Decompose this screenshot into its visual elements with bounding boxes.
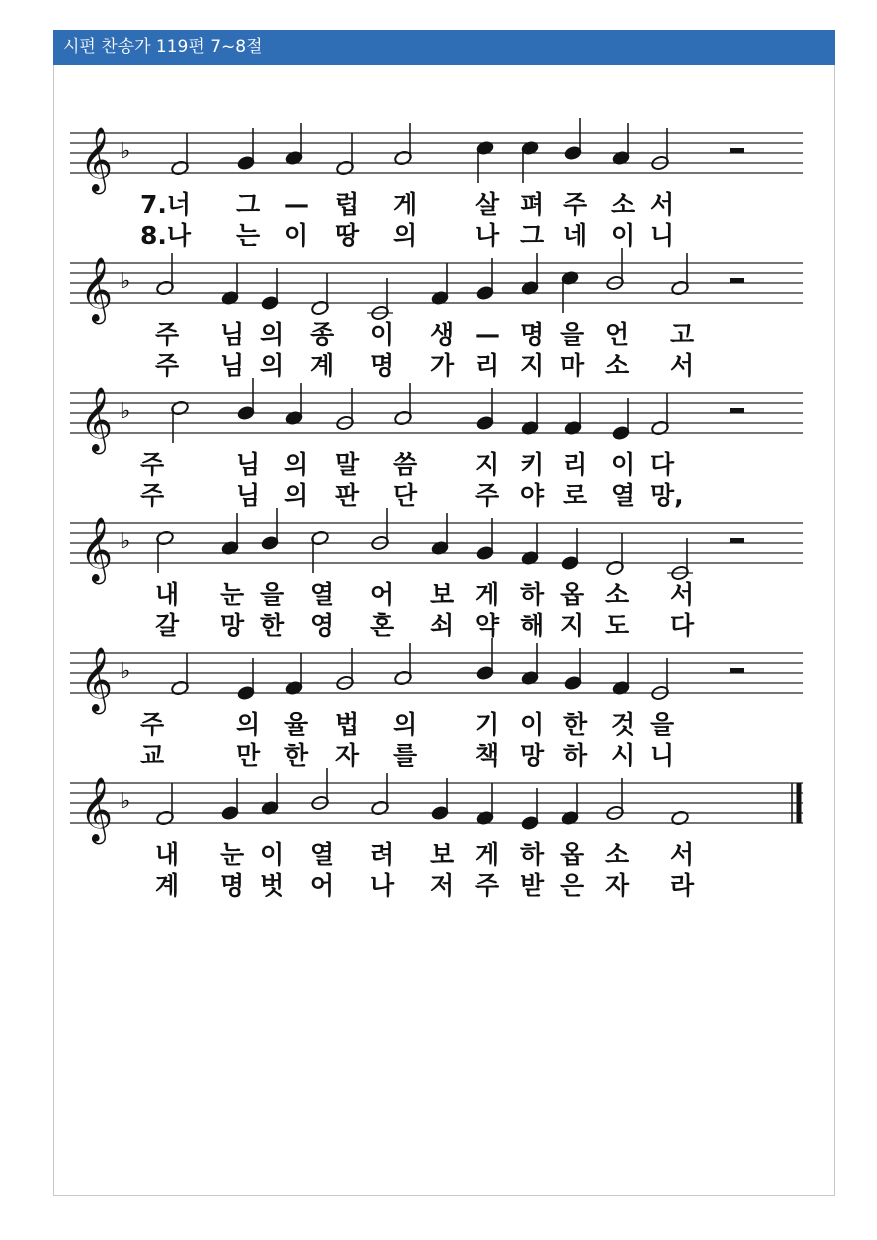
lyric-syllable: 생: [430, 320, 455, 349]
lyric-syllable: 을: [650, 710, 675, 739]
lyric-syllable: 을: [260, 580, 285, 609]
lyric-syllable: 한: [260, 611, 285, 640]
flat-icon: ♭: [120, 139, 131, 164]
lyric-syllable: 님: [220, 320, 245, 349]
lyric-syllable: 혼: [370, 611, 395, 640]
lyric-syllable: 말: [335, 450, 360, 479]
lyric-syllable: 망,: [650, 481, 684, 510]
half-rest-icon: [730, 668, 744, 673]
lyric-syllable: 소: [605, 580, 630, 609]
lyric-syllable: 지: [520, 351, 545, 380]
lyric-syllable: 주: [140, 450, 165, 479]
lyric-syllable: 도: [605, 611, 630, 640]
lyric-syllable: 옵: [560, 580, 585, 609]
lyric-syllable: 열: [310, 580, 335, 609]
lyric-syllable: 언: [605, 320, 630, 349]
lyric-syllable: 나: [475, 221, 500, 250]
lyric-syllable: 지: [475, 450, 500, 479]
lyric-syllable: 나: [370, 871, 395, 900]
lyric-syllable: 리: [475, 351, 500, 380]
lyric-syllable: 씀: [393, 450, 418, 479]
lyric-syllable: 게: [475, 580, 500, 609]
treble-clef-icon: 𝄞: [80, 777, 114, 842]
flat-icon: ♭: [120, 789, 131, 814]
lyric-syllable: 소: [611, 190, 636, 219]
lyric-syllable: 의: [260, 320, 285, 349]
lyric-syllable: 마: [560, 351, 585, 380]
lyric-syllable: 그: [236, 190, 261, 219]
lyric-syllable: 고: [670, 320, 695, 349]
lyric-syllable: 하: [520, 840, 545, 869]
lyric-syllable: 라: [670, 871, 695, 900]
lyric-syllable: 망: [220, 611, 245, 640]
lyric-syllable: 것: [611, 710, 636, 739]
lyric-syllable: 의: [393, 221, 418, 250]
lyric-syllable: 주: [140, 710, 165, 739]
treble-clef-icon: 𝄞: [80, 517, 114, 582]
lyric-syllable: 이: [520, 710, 545, 739]
lyric-syllable: 만: [236, 741, 261, 770]
lyric-syllable: 받: [520, 871, 545, 900]
lyric-syllable: 열: [310, 840, 335, 869]
half-rest-icon: [730, 538, 744, 543]
lyric-syllable: 의: [393, 710, 418, 739]
treble-clef-icon: 𝄞: [80, 257, 114, 322]
flat-icon: ♭: [120, 399, 131, 424]
lyric-syllable: 이: [260, 840, 285, 869]
lyric-syllable: 지: [560, 611, 585, 640]
lyric-syllable: 계: [155, 871, 180, 900]
lyric-syllable: 눈: [220, 840, 245, 869]
lyric-syllable: 종: [310, 320, 335, 349]
lyric-syllable: 럽: [335, 190, 360, 219]
lyric-syllable: 의: [260, 351, 285, 380]
lyric-syllable: 하: [563, 741, 588, 770]
lyric-syllable: 그: [520, 221, 545, 250]
lyric-syllable: 보: [430, 840, 455, 869]
lyric-syllable: 로: [563, 481, 588, 510]
flat-icon: ♭: [120, 659, 131, 684]
lyric-syllable: —: [475, 320, 500, 349]
lyric-syllable: 소: [605, 840, 630, 869]
lyric-syllable: 옵: [560, 840, 585, 869]
treble-clef-icon: 𝄞: [80, 647, 114, 712]
lyric-syllable: 의: [284, 450, 309, 479]
lyric-syllable: 갈: [155, 611, 180, 640]
lyric-syllable: 키: [520, 450, 545, 479]
lyric-syllable: 네: [563, 221, 588, 250]
lyric-syllable: 주: [140, 481, 165, 510]
treble-clef-icon: 𝄞: [80, 127, 114, 192]
lyric-syllable: 는: [236, 221, 261, 250]
lyric-syllable: 주: [563, 190, 588, 219]
lyric-syllable: 7.너: [140, 190, 192, 219]
lyric-syllable: 를: [393, 741, 418, 770]
lyric-syllable: 이: [370, 320, 395, 349]
lyric-syllable: 명: [220, 871, 245, 900]
flat-icon: ♭: [120, 269, 131, 294]
lyric-syllable: 눈: [220, 580, 245, 609]
lyric-syllable: 이: [284, 221, 309, 250]
lyric-syllable: 열: [611, 481, 636, 510]
lyric-syllable: 려: [370, 840, 395, 869]
lyric-syllable: 내: [155, 580, 180, 609]
lyric-syllable: 을: [560, 320, 585, 349]
lyric-syllable: 니: [650, 741, 675, 770]
half-rest-icon: [730, 408, 744, 413]
lyric-syllable: 교: [140, 741, 165, 770]
lyric-syllable: 서: [670, 351, 695, 380]
lyric-syllable: 어: [370, 580, 395, 609]
lyric-syllable: 소: [605, 351, 630, 380]
lyric-syllable: 책: [475, 741, 500, 770]
lyric-syllable: 계: [310, 351, 335, 380]
lyric-syllable: 보: [430, 580, 455, 609]
lyric-syllable: 주: [475, 871, 500, 900]
lyric-syllable: 자: [335, 741, 360, 770]
lyric-syllable: 의: [236, 710, 261, 739]
lyric-syllable: 율: [284, 710, 309, 739]
page-title: 시편 찬송가 119편 7~8절: [63, 37, 263, 57]
lyric-syllable: 다: [650, 450, 675, 479]
lyric-syllable: 내: [155, 840, 180, 869]
lyric-syllable: 야: [520, 481, 545, 510]
lyric-syllable: 살: [475, 190, 500, 219]
half-rest-icon: [730, 148, 744, 153]
lyric-syllable: 서: [650, 190, 675, 219]
lyric-syllable: 벗: [260, 871, 285, 900]
lyric-syllable: 어: [310, 871, 335, 900]
lyric-syllable: 영: [310, 611, 335, 640]
lyric-syllable: 님: [220, 351, 245, 380]
lyric-syllable: 님: [236, 450, 261, 479]
lyric-syllable: 단: [393, 481, 418, 510]
lyric-syllable: 하: [520, 580, 545, 609]
lyric-syllable: 시: [611, 741, 636, 770]
lyric-syllable: 약: [475, 611, 500, 640]
lyric-syllable: 니: [650, 221, 675, 250]
lyric-syllable: 리: [563, 450, 588, 479]
lyric-syllable: 게: [393, 190, 418, 219]
lyric-syllable: 한: [284, 741, 309, 770]
lyric-syllable: 8.나: [140, 221, 192, 250]
lyric-syllable: 쇠: [430, 611, 455, 640]
lyric-syllable: 서: [670, 840, 695, 869]
lyric-syllable: 은: [560, 871, 585, 900]
lyric-syllable: 님: [236, 481, 261, 510]
lyric-syllable: 의: [284, 481, 309, 510]
lyric-syllable: 주: [155, 351, 180, 380]
lyric-syllable: 법: [335, 710, 360, 739]
lyric-syllable: 이: [611, 221, 636, 250]
lyric-syllable: 해: [520, 611, 545, 640]
lyric-syllable: 기: [475, 710, 500, 739]
lyric-syllable: 명: [370, 351, 395, 380]
lyric-syllable: 서: [670, 580, 695, 609]
lyric-syllable: 게: [475, 840, 500, 869]
half-rest-icon: [730, 278, 744, 283]
lyric-syllable: 가: [430, 351, 455, 380]
lyric-syllable: 자: [605, 871, 630, 900]
lyric-syllable: 펴: [520, 190, 545, 219]
lyric-syllable: 저: [430, 871, 455, 900]
flat-icon: ♭: [120, 529, 131, 554]
treble-clef-icon: 𝄞: [80, 387, 114, 452]
lyric-syllable: 주: [475, 481, 500, 510]
lyric-syllable: 판: [335, 481, 360, 510]
lyric-syllable: 한: [563, 710, 588, 739]
lyric-syllable: 명: [520, 320, 545, 349]
lyric-syllable: 망: [520, 741, 545, 770]
lyric-syllable: 이: [611, 450, 636, 479]
lyric-syllable: 주: [155, 320, 180, 349]
lyric-syllable: —: [284, 190, 309, 219]
lyric-syllable: 다: [670, 611, 695, 640]
lyric-syllable: 땅: [335, 221, 360, 250]
